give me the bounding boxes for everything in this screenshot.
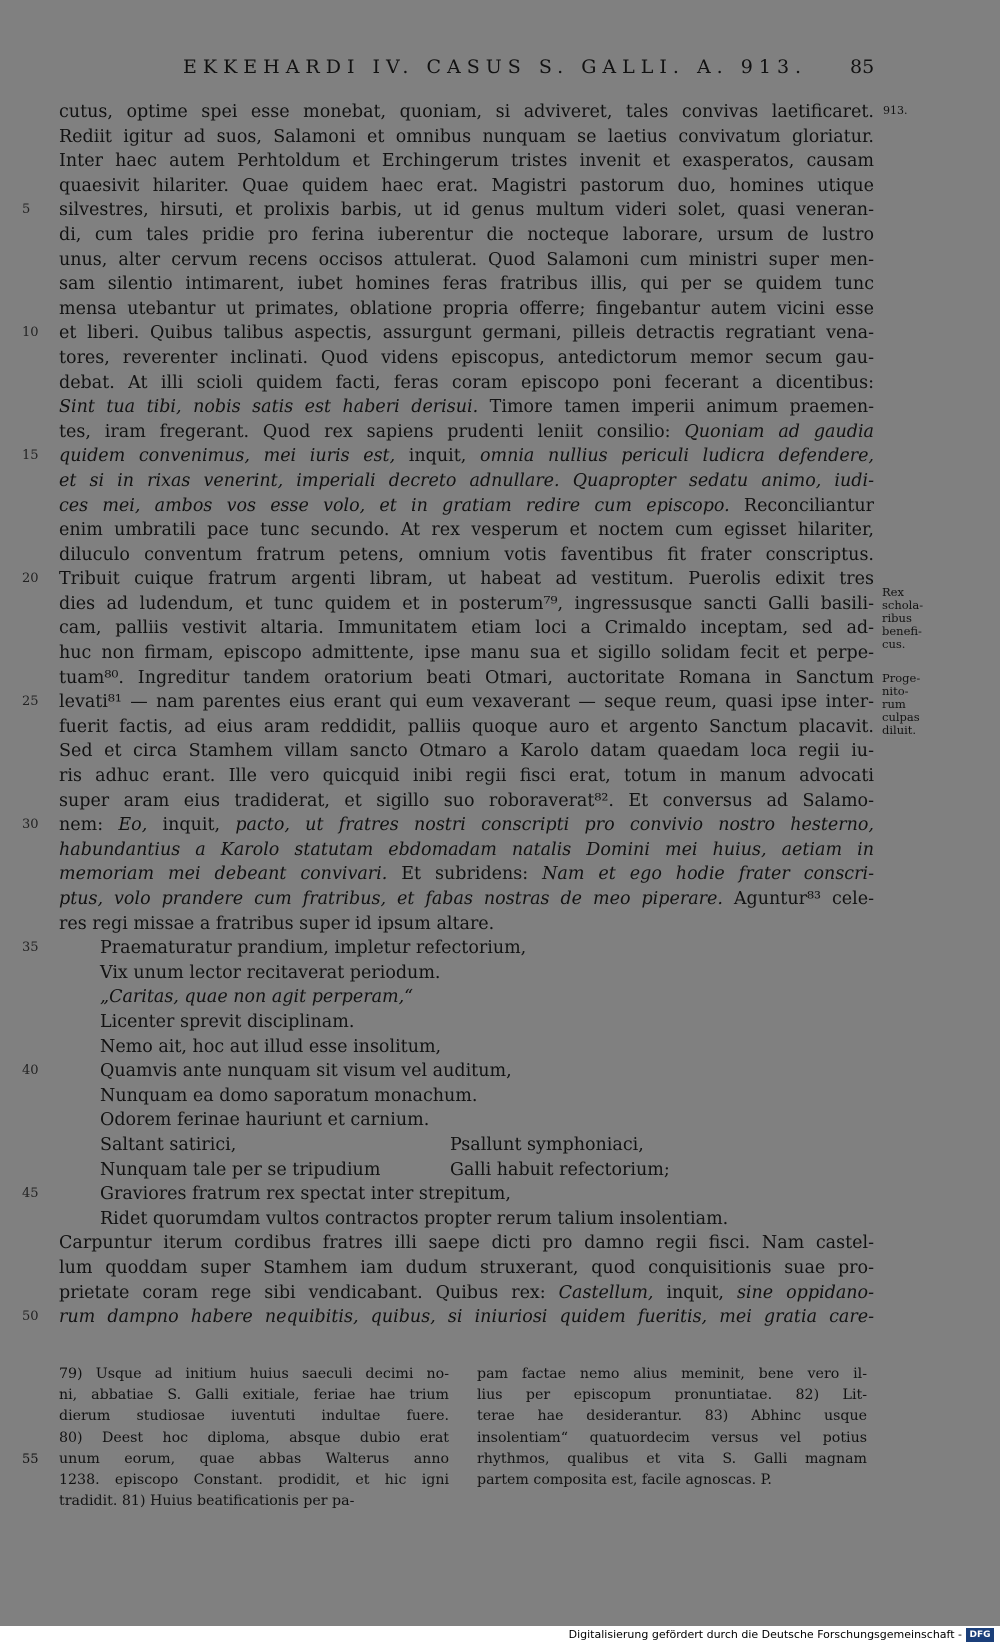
line-text — [59, 715, 874, 740]
text-line — [0, 616, 1000, 641]
roman-text: tes, iram fregerant. Quod rex sapiens prudenti leniit consilio: — [59, 421, 685, 442]
text-line — [0, 149, 1000, 174]
italic-text: Sint tua tibi, nobis satis est haberi derisui. — [59, 397, 479, 418]
roman-text: Reconciliantur — [729, 495, 875, 516]
text-line — [0, 125, 1000, 150]
roman-text: Inter haec autem Perhtoldum et Erchingerum tristes invenit et exasperatos, causam — [59, 151, 874, 172]
line-text — [59, 912, 874, 937]
verse-text: „Caritas, quae non agit perperam,“ — [100, 987, 414, 1008]
roman-text — [386, 889, 397, 909]
italic-text: rum dampno habere nequibitis, quibus, si iniuriosi quidem fueritis, mei gratia care- — [59, 1307, 874, 1328]
roman-text: quaesivit hilariter. Quae quidem haec erat. Magistri pastorum duo, homines utique — [59, 175, 874, 196]
verse-line — [0, 1182, 1000, 1207]
italic-text: memoriam mei debeant convivari. — [59, 864, 388, 885]
roman-text: inquit, — [653, 1282, 737, 1303]
line-text — [59, 395, 874, 420]
line-text — [59, 1231, 874, 1256]
text-line — [0, 248, 1000, 273]
footnote-line: 79) Usque ad initium huius saeculi decimi no- — [59, 1366, 449, 1382]
roman-text: silvestres, hirsuti, et prolixis barbis, ut id genus multum videri solet, quasi veneran- — [59, 200, 874, 221]
running-header — [0, 56, 1000, 86]
text-line — [0, 100, 1000, 125]
roman-text: super aram eius tradiderat, et sigillo suo roboraverat⁸². Et conversus ad Salamo- — [59, 790, 874, 811]
text-line — [0, 567, 1000, 592]
footnote-line: rhythmos, qualibus et vita S. Galli magnam — [477, 1450, 867, 1467]
line-text — [59, 125, 874, 150]
text-line — [0, 174, 1000, 199]
line-text — [59, 469, 874, 494]
roman-text: Aguntur⁸³ cele- — [722, 889, 874, 909]
line-number: 35 — [22, 940, 39, 956]
verse-line — [0, 936, 1000, 961]
line-text — [59, 592, 874, 617]
line-text — [59, 371, 874, 396]
text-line — [0, 371, 1000, 396]
text-line — [0, 321, 1000, 346]
italic-text: ces mei, ambos vos esse volo, et in gratiam redire cum episcopo. — [59, 495, 730, 516]
verse-text-right: Galli habuit refectorium; — [450, 1159, 670, 1180]
italic-text: Quoniam ad gaudia — [684, 421, 874, 442]
text-line — [0, 1305, 1000, 1330]
roman-text: Sed et circa Stamhem villam sancto Otmaro a Karolo datam quaedam loca regii iu- — [59, 741, 874, 762]
text-line — [0, 592, 1000, 617]
line-text — [59, 1305, 874, 1330]
italic-text: Castellum, — [558, 1282, 654, 1303]
verse-text: Saltant satirici, — [100, 1134, 237, 1155]
line-text — [59, 567, 874, 592]
italic-text: omnia nullius periculi ludicra defendere, — [479, 446, 874, 467]
verse-text: Graviores fratrum rex spectat inter strepitum, — [100, 1184, 511, 1205]
roman-text: fuerit factis, ad eius aram reddidit, palliis quoque auro et argento Sanctum placavit. — [59, 716, 874, 737]
verse-line — [0, 1207, 1000, 1232]
verse-line — [0, 1158, 1000, 1183]
main-text — [0, 100, 1000, 1330]
marginal-note-rex: Rex schola- ribus benefi- cus. — [882, 585, 924, 651]
line-text — [59, 223, 874, 248]
line-text — [59, 174, 874, 199]
roman-text: et liberi. Quibus talibus aspectis, assurgunt germani, pilleis detractis regratiant vena- — [59, 323, 874, 344]
footnote-line: dierum studiosae iuventuti indultae fuere. — [59, 1408, 449, 1425]
line-text — [59, 764, 874, 789]
line-text — [59, 838, 874, 863]
text-line — [0, 444, 1000, 469]
roman-text: Timore tamen imperii animum praemen- — [478, 397, 875, 418]
line-text — [59, 444, 874, 469]
verse-line — [0, 1059, 1000, 1084]
verse-text: Quamvis ante nunquam sit visum vel auditum, — [100, 1061, 512, 1082]
margin-year: 913. — [883, 104, 908, 117]
verse-line — [0, 985, 1000, 1010]
footnotes-right-column — [477, 1364, 867, 1491]
roman-text: ris adhuc erant. Ille vero quicquid inibi regii fisci erat, totum in manum advocati — [59, 766, 874, 787]
line-text — [59, 149, 874, 174]
verse-line — [0, 1010, 1000, 1035]
verse-text: Ridet quorumdam vultos contractos propter rerum talium insolentiam. — [100, 1208, 729, 1229]
footnote-line: ni, abbatiae S. Galli exitiale, feriae hae trium — [59, 1387, 449, 1404]
roman-text: cam, palliis vestivit altaria. Immunitatem etiam loci a Crimaldo inceptam, sed ad- — [59, 618, 874, 639]
roman-text: unus, alter cervum recens occisos attulerat. Quod Salamoni cum ministri super men- — [59, 249, 874, 270]
footnotes-left-column — [22, 1364, 449, 1512]
footnote-line: 1238. episcopo Constant. prodidit, et hic igni — [59, 1472, 449, 1489]
footnote-line: unum eorum, quae abbas Walterus anno — [59, 1450, 449, 1467]
line-text — [59, 198, 874, 223]
roman-text: Rediit igitur ad suos, Salamoni et omnibus nunquam se laetius convivatum gloriatur. — [59, 126, 874, 147]
roman-text: debat. At illi scioli quidem facti, feras coram episcopo poni fecerant a dicentibus: — [59, 372, 874, 393]
text-line — [0, 887, 1000, 912]
verse-line — [0, 961, 1000, 986]
roman-text: enim umbratili pace tunc secundo. At rex vesperum et noctem cum egisset hilariter, — [59, 520, 874, 541]
roman-text: inquit, — [395, 446, 480, 467]
verse-text: Odorem ferinae hauriunt et carnium. — [100, 1110, 430, 1131]
roman-text — [103, 889, 114, 909]
text-line — [0, 813, 1000, 838]
footnote-line: partem composita est, facile agnoscas. P. — [477, 1472, 772, 1489]
roman-text: dies ad ludendum, et tunc quidem et in posterum⁷⁹, ingressusque sancti Galli basili- — [59, 593, 874, 614]
roman-text: levati⁸¹ — nam parentes eius erant qui eum vexaverant — seque reum, quasi ipse inter- — [59, 692, 874, 713]
line-text — [59, 666, 874, 691]
line-number: 20 — [22, 571, 39, 587]
verse-line — [0, 1084, 1000, 1109]
line-number: 15 — [22, 448, 39, 464]
text-line — [0, 739, 1000, 764]
italic-text: volo prandere cum fratribus, — [114, 889, 387, 909]
italic-text: mei iuris est, — [263, 446, 396, 467]
footnote-line: lius per episcopum pronuntiatae. 82) Lit- — [477, 1387, 867, 1404]
line-text — [59, 690, 874, 715]
line-text — [59, 346, 874, 371]
verse-text: Nemo ait, hoc aut illud esse insolitum, — [100, 1036, 442, 1057]
line-text — [59, 272, 874, 297]
verse-text: Nunquam ea domo saporatum monachum. — [100, 1085, 478, 1106]
text-line — [0, 198, 1000, 223]
verse-text-right: Psallunt symphoniaci, — [450, 1134, 644, 1155]
line-number: 50 — [22, 1309, 39, 1325]
roman-text: cutus, optime spei esse monebat, quoniam, si adviveret, tales convivas laetificaret. — [59, 102, 874, 122]
footnote-line-number: 55 — [22, 1451, 39, 1467]
line-text — [59, 494, 874, 519]
text-line — [0, 838, 1000, 863]
roman-text — [250, 446, 264, 466]
roman-text: di, cum tales pridie pro ferina iuberentur die nocteque laborare, ursum de lustro — [59, 224, 874, 245]
text-line — [0, 862, 1000, 887]
funding-credit-bar — [0, 1626, 1000, 1645]
text-line — [0, 1256, 1000, 1281]
text-line — [0, 420, 1000, 445]
text-line — [0, 690, 1000, 715]
text-line — [0, 297, 1000, 322]
text-line — [0, 346, 1000, 371]
roman-text: lum quoddam super Stamhem iam dudum struxerant, quod conquisitionis suae pro- — [59, 1257, 874, 1278]
italic-text: Eo, — [118, 815, 148, 836]
dfg-logo: DFG — [966, 1628, 994, 1642]
roman-text: mensa utebantur ut primates, oblatione propria offerre; fingebantur autem vicini esse — [59, 298, 874, 319]
text-line — [0, 912, 1000, 937]
line-number: 10 — [22, 325, 39, 341]
line-text — [59, 248, 874, 273]
footnote-line: pam factae nemo alius meminit, bene vero il- — [477, 1366, 867, 1382]
line-number: 30 — [22, 817, 39, 833]
text-line — [0, 223, 1000, 248]
italic-text: et si in rixas venerint, imperiali decreto adnullare. Quapropter sedatu animo, iudi- — [59, 470, 874, 491]
roman-text: inquit, — [147, 815, 236, 836]
line-text — [59, 862, 874, 887]
roman-text: tuam⁸⁰. Ingreditur tandem oratorium beati Otmari, auctoritate Romana in Sanctum — [59, 667, 874, 688]
verse-line — [0, 1108, 1000, 1133]
line-text — [59, 543, 874, 568]
line-text — [59, 297, 874, 322]
line-text — [59, 100, 874, 125]
line-text — [59, 887, 874, 912]
roman-text: Et subridens: — [387, 864, 543, 885]
roman-text: Carpuntur iterum cordibus fratres illi saepe dicti pro damno regii fisci. Nam castel- — [59, 1233, 874, 1254]
text-line — [0, 469, 1000, 494]
roman-text: prietate coram rege sibi vendicabant. Quibus rex: — [59, 1282, 559, 1303]
footnote-line: insolentiam“ quatuordecim versus vel potius — [477, 1429, 867, 1446]
text-line — [0, 1231, 1000, 1256]
italic-text: quidem convenimus, — [59, 446, 250, 467]
line-text — [59, 1256, 874, 1281]
text-line — [0, 518, 1000, 543]
text-line — [0, 543, 1000, 568]
footnote-line: tradidit. 81) Huius beatificationis per pa- — [59, 1493, 355, 1510]
roman-text: nem: — [59, 815, 119, 836]
footnote-line: 80) Deest hoc diploma, absque dubio erat — [59, 1429, 449, 1446]
verse-text: Praematuratur prandium, impletur refectorium, — [100, 938, 527, 959]
verse-line — [0, 1133, 1000, 1158]
verse-text: Vix unum lector recitaverat periodum. — [100, 962, 441, 983]
text-line — [0, 789, 1000, 814]
roman-text: sam silentio intimarent, iubet homines feras fratribus illis, qui per se quidem tunc — [59, 274, 874, 295]
roman-text: res regi missae a fratribus super id ipsum altare. — [59, 913, 495, 934]
funding-credit: Digitalisierung gefördert durch die Deutsche Forschungsgemeinschaft - — [568, 1628, 962, 1641]
verse-text: Licenter sprevit disciplinam. — [100, 1011, 355, 1032]
italic-text: et fabas nostras de meo piperare. — [397, 889, 723, 909]
italic-text: pacto, ut fratres nostri conscripti pro convivio nostro hesterno, — [235, 815, 874, 836]
italic-text: Nam et ego hodie frater conscri- — [542, 864, 874, 885]
page-number: 85 — [850, 56, 875, 78]
line-text — [59, 641, 874, 666]
text-line — [0, 764, 1000, 789]
line-text — [59, 813, 874, 838]
roman-text: tores, reverenter inclinati. Quod videns episcopus, antedictorum memor secum gau- — [59, 347, 874, 368]
text-line — [0, 1281, 1000, 1306]
line-number: 40 — [22, 1063, 39, 1079]
line-text — [59, 739, 874, 764]
roman-text: huc non firmam, episcopo admittente, ipse manu sua et sigillo solidam fecit et perpe- — [59, 643, 874, 664]
line-number: 5 — [22, 202, 31, 218]
footnote-line: terae hae desiderantur. 83) Abhinc usque — [477, 1408, 867, 1425]
line-number: 25 — [22, 694, 39, 710]
text-line — [0, 494, 1000, 519]
line-text — [59, 321, 874, 346]
text-line — [0, 641, 1000, 666]
line-text — [59, 518, 874, 543]
line-text — [59, 1281, 874, 1306]
line-number: 45 — [22, 1186, 39, 1202]
line-text — [59, 616, 874, 641]
text-line — [0, 272, 1000, 297]
line-text — [59, 789, 874, 814]
marginal-note-progenitorum: Proge- nito- rum culpas diluit. — [882, 671, 921, 737]
roman-text: Tribuit cuique fratrum argenti libram, ut habeat ad vestitum. Puerolis edixit tres — [59, 569, 874, 590]
line-text — [59, 420, 874, 445]
text-line — [0, 666, 1000, 691]
italic-text: sine oppidano- — [736, 1282, 874, 1303]
text-line — [0, 395, 1000, 420]
italic-text: ptus, — [59, 889, 104, 909]
text-line — [0, 715, 1000, 740]
verse-text: Nunquam tale per se tripudium — [100, 1159, 381, 1180]
running-title: EKKEHARDI IV. CASUS S. GALLI. A. 913. — [183, 56, 808, 78]
roman-text: diluculo conventum fratrum petens, omnium votis faventibus fit frater conscriptus. — [59, 544, 874, 565]
italic-text: habundantius a Karolo statutam ebdomadam natalis Domini mei huius, aetiam in — [59, 839, 874, 860]
verse-line — [0, 1035, 1000, 1060]
